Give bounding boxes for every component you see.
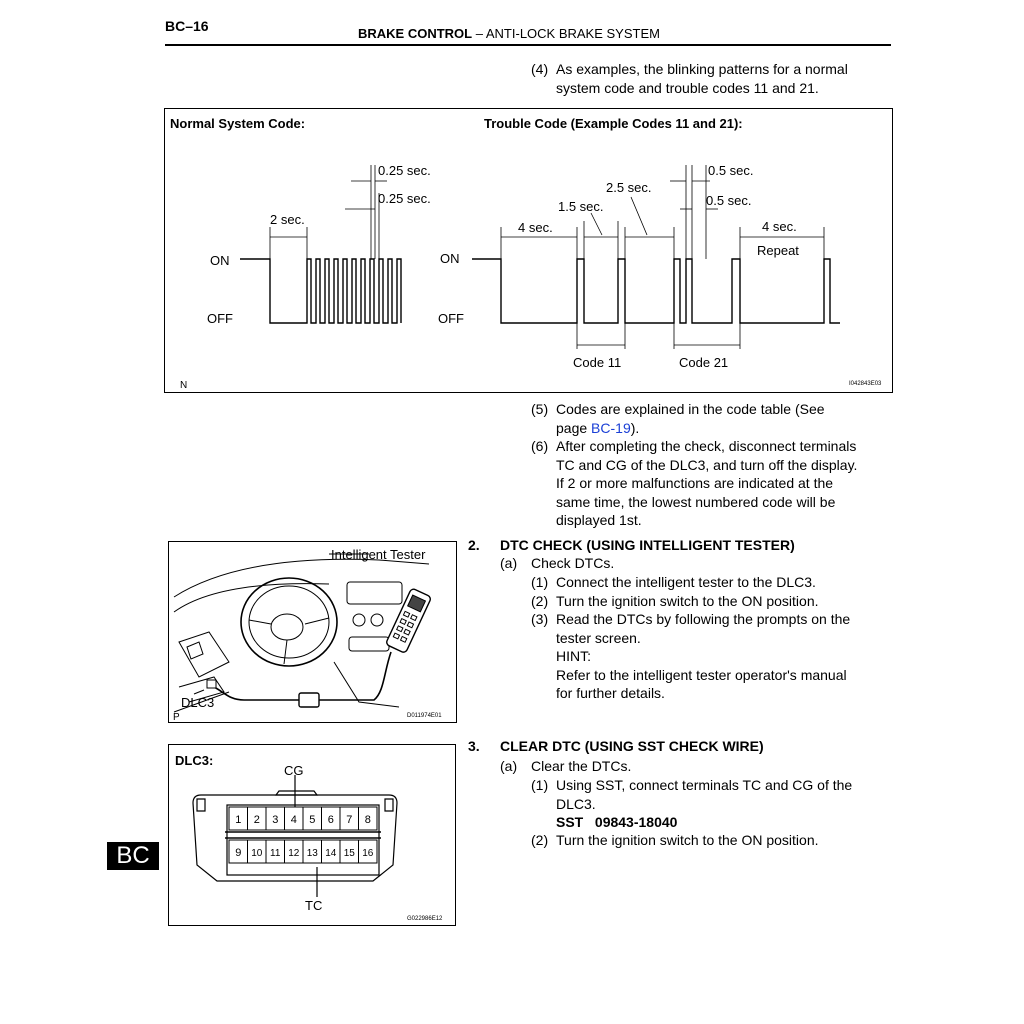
intelligent-tester-label: Intelligent Tester: [331, 547, 426, 562]
section-2-item-1: [531, 573, 901, 592]
step-5-number: (5): [531, 401, 549, 417]
step-4-number: (4): [531, 61, 549, 77]
blink-pattern-figure: [164, 108, 893, 393]
off-label-right: OFF: [438, 311, 464, 326]
dlc3-label: DLC3: [181, 695, 215, 710]
figure-id: I042843E03: [849, 381, 882, 387]
step-5: [531, 400, 901, 437]
pin-number: 2: [253, 814, 260, 826]
section-2-item-3: [531, 610, 901, 703]
page-number: BC–16: [165, 18, 209, 34]
figure-corner-letter: P: [173, 712, 180, 722]
pin-number: 1: [235, 814, 242, 826]
item-line: Connect the intelligent tester to the DLC3.: [556, 574, 816, 590]
section-3-item-2: [531, 831, 901, 850]
section-3-title: CLEAR DTC (USING SST CHECK WIRE): [500, 738, 764, 754]
page-link-bc-19[interactable]: BC-19: [591, 419, 631, 436]
dashboard-illustration: [169, 542, 456, 722]
normal-code-title: Normal System Code:: [170, 116, 306, 131]
duration-4sec: 4 sec.: [518, 220, 553, 235]
step-6-line: TC and CG of the DLC3, and turn off the display.: [556, 456, 858, 473]
item-number: (2): [531, 593, 549, 609]
step-5-pre: page: [556, 419, 592, 436]
tester-connection-figure: [168, 541, 457, 723]
item-number: (3): [531, 611, 549, 627]
pin-number: 13: [306, 848, 318, 859]
section-2-a-text: Check DTCs.: [531, 555, 615, 571]
dlc3-connector-diagram: [169, 745, 455, 925]
header-rule: [165, 44, 891, 46]
sst-label: SST: [556, 814, 584, 830]
pin-number: 7: [346, 814, 353, 826]
tc-label: TC: [305, 898, 323, 913]
pin-number: 15: [343, 848, 355, 859]
pin-number: 4: [290, 814, 297, 826]
item-number: (1): [531, 777, 549, 793]
hint-label: HINT:: [556, 648, 591, 664]
cg-label: CG: [284, 763, 304, 778]
step-6-number: (6): [531, 438, 549, 454]
steering-wheel: [241, 578, 337, 666]
trouble-code-waveform: [472, 259, 840, 323]
item-line: Read the DTCs by following the prompts on the: [556, 611, 851, 627]
section-2-title: DTC CHECK (USING INTELLIGENT TESTER): [500, 537, 795, 553]
step-6-line: same time, the lowest numbered code will be: [556, 493, 836, 510]
duration-05-bottom: 0.5 sec.: [706, 193, 752, 208]
section-3-a-text: Clear the DTCs.: [531, 758, 632, 774]
step-5-post: ).: [630, 419, 640, 436]
step-4-line: system code and trouble codes 11 and 21.: [556, 79, 819, 96]
item-line: Turn the ignition switch to the ON position.: [556, 593, 819, 609]
duration-25sec: 2.5 sec.: [606, 180, 652, 195]
item-line: Using SST, connect terminals TC and CG of the: [556, 777, 853, 793]
pin-number: 6: [327, 814, 334, 826]
duration-4sec-repeat: 4 sec.: [762, 219, 797, 234]
pin-number: 8: [364, 814, 371, 826]
item-line: tester screen.: [556, 629, 641, 646]
duration-2sec: 2 sec.: [270, 212, 305, 227]
dash-top-line: [174, 559, 429, 597]
on-label: ON: [210, 253, 230, 268]
item-number: (1): [531, 574, 549, 590]
trouble-code-title: Trouble Code (Example Codes 11 and 21):: [484, 116, 743, 131]
blink-pattern-diagram: [165, 109, 892, 392]
step-4: [531, 60, 901, 97]
section-2-a-number: (a): [500, 555, 518, 571]
figure-corner-letter: N: [180, 380, 188, 391]
header-title: [358, 26, 660, 41]
section-3-a-number: (a): [500, 758, 518, 774]
section-3-number: 3.: [468, 738, 480, 754]
on-label-right: ON: [440, 251, 460, 266]
duration-15sec: 1.5 sec.: [558, 199, 604, 214]
normal-code-waveform: [240, 259, 401, 323]
section-2-item-2: [531, 592, 901, 611]
step-5-line: [531, 419, 901, 438]
step-5-line: Codes are explained in the code table (See: [556, 401, 825, 417]
code-21-label: Code 21: [679, 355, 729, 370]
code-11-label: Code 11: [573, 355, 622, 370]
step-6-line: displayed 1st.: [556, 512, 642, 528]
sst-part-number: 09843-18040: [594, 814, 678, 830]
pin-number: 12: [288, 848, 300, 859]
item-number: (2): [531, 832, 549, 848]
duration-025-bottom: 0.25 sec.: [378, 191, 431, 206]
off-label: OFF: [207, 311, 233, 326]
item-line: Refer to the intelligent tester operator's manual: [556, 666, 847, 683]
section-2-a: [500, 554, 900, 573]
tester-cable: [319, 652, 391, 700]
pin-number: 10: [251, 848, 263, 859]
duration-05-top: 0.5 sec.: [708, 163, 754, 178]
pin-number: 3: [272, 814, 279, 826]
section-3-item-1: [531, 776, 901, 832]
item-line: Turn the ignition switch to the ON position.: [556, 832, 819, 848]
step-6-line: After completing the check, disconnect terminals: [556, 438, 857, 454]
step-6-line: If 2 or more malfunctions are indicated at the: [556, 475, 834, 491]
figure-id: G022986E12: [407, 916, 443, 922]
step-6: [531, 437, 901, 530]
pin-number: 5: [309, 814, 316, 826]
intelligent-tester-device: [385, 588, 431, 653]
item-line: for further details.: [556, 685, 665, 701]
pin-number: 9: [235, 847, 242, 859]
pin-number: 16: [362, 848, 374, 859]
sst-line: [531, 813, 901, 832]
pin-number: 11: [270, 848, 281, 859]
header-dash: –: [475, 26, 483, 41]
dlc3-title: DLC3:: [175, 753, 214, 768]
section-name: BRAKE CONTROL: [358, 26, 473, 41]
subsection-name: ANTI-LOCK BRAKE SYSTEM: [485, 26, 660, 41]
duration-025-top: 0.25 sec.: [378, 163, 431, 178]
item-line: DLC3.: [556, 795, 596, 812]
section-2-number: 2.: [468, 537, 480, 553]
pin-number: 14: [325, 848, 337, 859]
step-4-line: As examples, the blinking patterns for a normal: [556, 61, 848, 77]
repeat-label: Repeat: [757, 243, 799, 258]
section-tab-bc: BC: [107, 842, 159, 870]
dlc3-connector-figure: [168, 744, 456, 926]
section-3-a: [500, 757, 900, 776]
pin-layer: [229, 807, 377, 863]
figure-id: D011974E01: [407, 713, 442, 719]
